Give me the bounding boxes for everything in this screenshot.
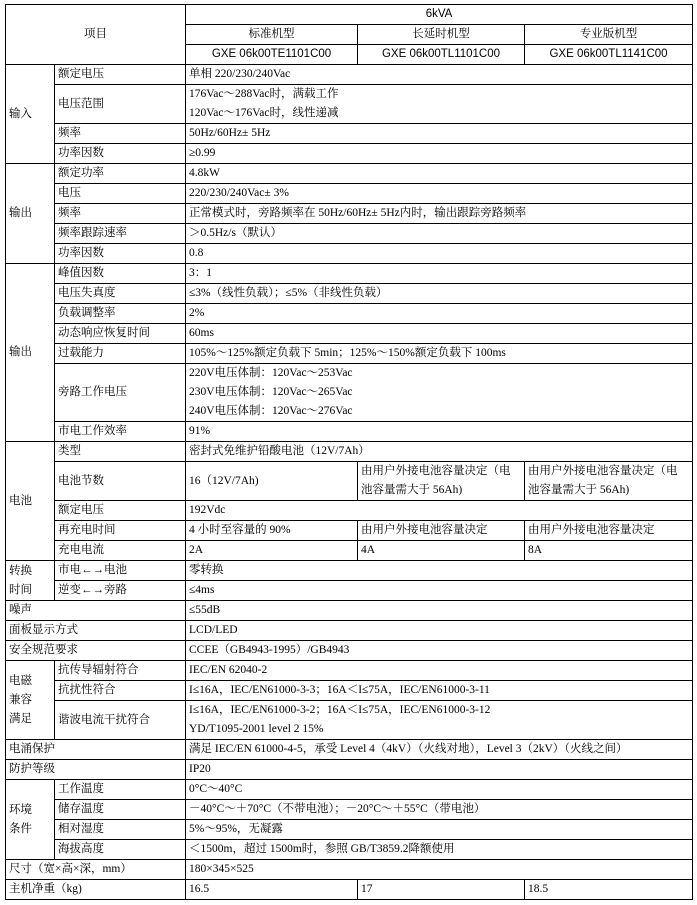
row-value: 5%～95%，无凝露	[186, 820, 693, 840]
row-label: 工作温度	[55, 780, 186, 800]
row-value: IP20	[186, 760, 693, 780]
row-value-pro: 18.5	[525, 880, 693, 900]
group-line: 时间	[9, 583, 32, 596]
table-row	[6, 760, 693, 780]
table-row	[6, 324, 693, 344]
table-row	[6, 344, 693, 364]
row-value-long: 17	[358, 880, 525, 900]
table-row	[6, 124, 693, 144]
row-value: ≤55dB	[186, 601, 693, 621]
table-row	[6, 561, 693, 581]
row-label: 海拔高度	[55, 840, 186, 860]
row-label: 噪声	[6, 601, 186, 621]
row-label: 市电工作效率	[55, 422, 186, 442]
row-label: 主机净重（kg)	[6, 880, 186, 900]
value-line: 240V电压体制：120Vac～276Vac	[189, 405, 353, 417]
row-label: 防护等级	[6, 760, 186, 780]
header-model-type: 专业版机型	[525, 25, 693, 45]
row-value: ≤4ms	[186, 581, 693, 601]
row-value: ≤3%（线性负载）；≤5%（非线性负载）	[186, 284, 693, 304]
row-label: 电压	[55, 184, 186, 204]
table-row	[6, 581, 693, 601]
header-item-label: 项目	[6, 5, 186, 65]
header-row-capacity	[6, 5, 693, 25]
table-row	[6, 144, 693, 164]
group-transfer	[6, 561, 55, 601]
table-row	[6, 304, 693, 324]
table-row	[6, 681, 693, 701]
row-value-long	[358, 462, 525, 501]
row-label: 额定电压	[55, 65, 186, 85]
group-line: 电磁	[9, 674, 32, 687]
row-label: 抗扰性符合	[55, 681, 186, 701]
table-row	[6, 641, 693, 661]
table-row	[6, 701, 693, 740]
row-label: 类型	[55, 442, 186, 462]
row-value: 零转换	[186, 561, 693, 581]
table-row	[6, 521, 693, 541]
row-label: 电涌保护	[6, 740, 186, 760]
row-label: 频率	[55, 204, 186, 224]
row-value: 220/230/240Vac± 3%	[186, 184, 693, 204]
table-row	[6, 621, 693, 641]
value-line: 由用户外接电池容量决定（电	[528, 465, 678, 477]
row-value	[186, 701, 693, 740]
group-output: 输出	[6, 164, 55, 264]
group-line: 转换	[9, 564, 32, 577]
value-line: 230V电压体制：120Vac～265Vac	[189, 386, 353, 398]
row-label: 充电电流	[55, 541, 186, 561]
group-environment	[6, 780, 55, 860]
row-value: 2%	[186, 304, 693, 324]
row-value: 密封式免维护铅酸电池（12V/7Ah）	[186, 442, 693, 462]
table-row	[6, 501, 693, 521]
table-row	[6, 462, 693, 501]
row-value: 3：1	[186, 264, 693, 284]
row-value: ＜1500m，超过 1500m时，参照 GB/T3859.2降额使用	[186, 840, 693, 860]
value-line: 120Vac～176Vac时，线性递减	[189, 107, 339, 119]
table-row	[6, 184, 693, 204]
row-value: 满足 IEC/EN 61000-4-5，承受 Level 4（4kV）（火线对地），Level 3（2kV）（火线之间）	[186, 740, 693, 760]
row-value-pro: 8A	[525, 541, 693, 561]
row-label: 额定功率	[55, 164, 186, 184]
row-label: 逆变←→旁路	[55, 581, 186, 601]
row-label: 尺寸（宽×高×深，mm）	[6, 860, 186, 880]
row-label: 市电←→电池	[55, 561, 186, 581]
table-row	[6, 661, 693, 681]
row-label: 安全规范要求	[6, 641, 186, 661]
table-row	[6, 264, 693, 284]
group-emc	[6, 661, 55, 740]
table-row	[6, 85, 693, 124]
table-row	[6, 820, 693, 840]
row-value: 60ms	[186, 324, 693, 344]
value-line: YD/T1095-2001 level 2 15%	[189, 723, 324, 735]
row-value: ≥0.99	[186, 144, 693, 164]
header-model-code: GXE 06k00TL1101C00	[358, 45, 525, 65]
group-line: 环境	[9, 803, 32, 816]
row-label: 额定电压	[55, 501, 186, 521]
table-row	[6, 284, 693, 304]
row-value-standard: 2A	[186, 541, 358, 561]
table-row	[6, 840, 693, 860]
table-row	[6, 204, 693, 224]
row-value: 4.8kW	[186, 164, 693, 184]
table-row	[6, 65, 693, 85]
row-value-pro	[525, 462, 693, 501]
value-line: 池容量需大于 56Ah)	[361, 484, 463, 496]
row-value: 正常模式时，旁路频率在 50Hz/60Hz± 5Hz内时，输出跟踪旁路频率	[186, 204, 693, 224]
value-line: 220V电压体制：120Vac～253Vac	[189, 367, 353, 379]
table-row	[6, 244, 693, 264]
header-model-type: 标准机型	[186, 25, 358, 45]
table-row	[6, 880, 693, 900]
row-value: 91%	[186, 422, 693, 442]
table-row	[6, 442, 693, 462]
row-value: IEC/EN 62040-2	[186, 661, 693, 681]
table-row	[6, 780, 693, 800]
row-value-long: 由用户外接电池容量决定	[358, 521, 525, 541]
value-line: 池容量需大于 56Ah)	[528, 484, 630, 496]
row-value: 105%～125%额定负载下 5min；125%～150%额定负载下 100ms	[186, 344, 693, 364]
row-value-pro: 由用户外接电池容量决定	[525, 521, 693, 541]
group-line: 兼容	[9, 693, 32, 706]
group-line: 满足	[9, 712, 32, 725]
row-value	[186, 364, 693, 422]
row-label: 再充电时间	[55, 521, 186, 541]
row-label: 功率因数	[55, 244, 186, 264]
row-label: 峰值因数	[55, 264, 186, 284]
row-label: 面板显示方式	[6, 621, 186, 641]
row-value: 50Hz/60Hz± 5Hz	[186, 124, 693, 144]
table-row	[6, 164, 693, 184]
table-row	[6, 422, 693, 442]
row-label: 旁路工作电压	[55, 364, 186, 422]
group-output: 输出	[6, 264, 55, 442]
table-row	[6, 541, 693, 561]
row-value: ＞0.5Hz/s（默认）	[186, 224, 693, 244]
row-value: 0.8	[186, 244, 693, 264]
row-value: －40°C～＋70°C（不带电池）；－20°C～＋55°C（带电池）	[186, 800, 693, 820]
table-row	[6, 740, 693, 760]
row-value: 0°C～40°C	[186, 780, 693, 800]
value-line: I≤16A，IEC/EN61000-3-2；16A＜I≤75A，IEC/EN61000-3-12	[189, 704, 491, 716]
row-value: I≤16A，IEC/EN61000-3-3；16A＜I≤75A，IEC/EN61000-3-11	[186, 681, 693, 701]
header-model-code: GXE 06k00TE1101C00	[186, 45, 358, 65]
row-label: 谐波电流干扰符合	[55, 701, 186, 740]
row-value-standard: 16.5	[186, 880, 358, 900]
group-input: 输入	[6, 65, 55, 164]
header-model-type: 长延时机型	[358, 25, 525, 45]
row-value: 单相 220/230/240Vac	[186, 65, 693, 85]
row-label: 抗传导辐射符合	[55, 661, 186, 681]
row-value	[186, 85, 693, 124]
value-line: 由用户外接电池容量决定（电	[361, 465, 511, 477]
row-value: LCD/LED	[186, 621, 693, 641]
row-label: 动态响应恢复时间	[55, 324, 186, 344]
group-battery: 电池	[6, 442, 55, 561]
row-value-long: 4A	[358, 541, 525, 561]
row-value: 180×345×525	[186, 860, 693, 880]
row-label: 电压范围	[55, 85, 186, 124]
header-model-code: GXE 06k00TL1141C00	[525, 45, 693, 65]
row-label: 电压失真度	[55, 284, 186, 304]
table-row	[6, 364, 693, 422]
row-label: 过载能力	[55, 344, 186, 364]
row-value: 192Vdc	[186, 501, 693, 521]
table-row	[6, 224, 693, 244]
row-label: 频率跟踪速率	[55, 224, 186, 244]
row-label: 相对湿度	[55, 820, 186, 840]
table-row	[6, 800, 693, 820]
row-label: 功率因数	[55, 144, 186, 164]
row-label: 电池节数	[55, 462, 186, 501]
row-label: 负载调整率	[55, 304, 186, 324]
table-row	[6, 601, 693, 621]
group-line: 条件	[9, 822, 32, 835]
row-value-standard: 16（12V/7Ah)	[186, 462, 358, 501]
table-row	[6, 860, 693, 880]
row-label: 储存温度	[55, 800, 186, 820]
row-value-standard: 4 小时至容量的 90%	[186, 521, 358, 541]
header-capacity: 6kVA	[186, 5, 693, 25]
row-value: CCEE（GB4943-1995）/GB4943	[186, 641, 693, 661]
value-line: 176Vac～288Vac时，满载工作	[189, 88, 339, 100]
row-label: 频率	[55, 124, 186, 144]
spec-table	[5, 4, 693, 900]
